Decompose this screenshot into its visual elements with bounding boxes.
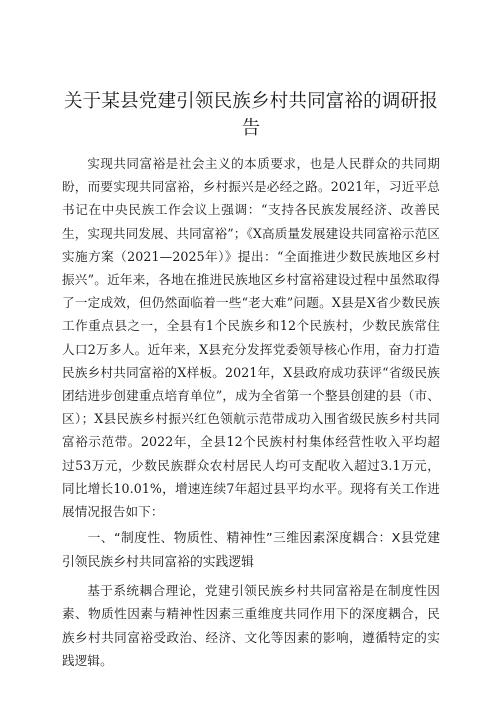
intro-paragraph: 实现共同富裕是社会主义的本质要求，也是人民群众的共同期盼，而要实现共同富裕，乡村振兴是必经之路。2021年，习近平总书记在中央民族工作会议上强调：“支持各民族发展经济、改善民生，实现共同发展、共同富裕”；《X高质量发展建设共同富裕示范区实施方案（2021—2025年）》提出：“全面推进少数民族地区乡村振兴”。近年来，各地在推进民族地区乡村富裕建设过程中虽然取得了一定成效，但仍然面临着一些“老大难”问题。X县是X省少数民族工作重点县之一，全县有1个民族乡和12个民族村，少数民族常住人口2万多人。近年来，X县充分发挥党委领导核心作用，奋力打造民族乡村共同富裕的X样板。2021年，X县政府成功获评“省级民族团结进步创建重点培育单位”，成为全省第一个整县创建的县（市、区）；X县民族乡村振兴红色领航示范带成功入围省级民族乡村共同富裕示范带。2022年，全县12个民族村村集体经营性收入平均超过53万元，少数民族群众农村居民人均可支配收入超过3.1万元，同比增长10.01%，增速连续7年超过县平均水平。现将有关工作进展情况报告如下： bbox=[62, 156, 440, 520]
document-title: 关于某县党建引领民族乡村共同富裕的调研报告 bbox=[63, 91, 438, 139]
section-1-paragraph: 基于系统耦合理论，党建引领民族乡村共同富裕是在制度性因素、物质性因素与精神性因素三重维度共同作用下的深度耦合，民族乡村共同富裕受政治、经济、文化等因素的影响，遵循特定的实践逻辑。 bbox=[62, 583, 440, 668]
section-1-heading: 一、“制度性、物质性、精神性”三维因素深度耦合：X县党建引领民族乡村共同富裕的实践逻辑 bbox=[62, 531, 440, 570]
document-page bbox=[62, 0, 440, 672]
